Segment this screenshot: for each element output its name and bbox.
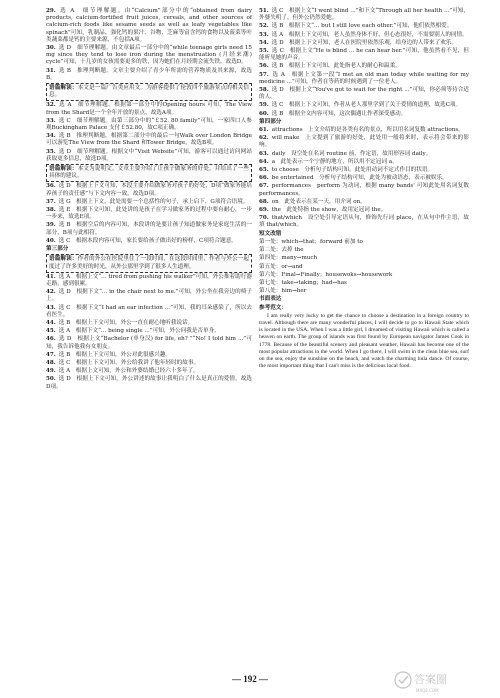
answer-item: [46, 360, 252, 367]
answer-number: 34.: [46, 133, 56, 140]
answer-number: 41.: [46, 273, 56, 280]
answer-item: [46, 274, 252, 288]
answer-text: daily 设空处在名词 routine 前，作定语，故用形容词 daily。: [271, 150, 432, 157]
answer-number: 49.: [46, 368, 56, 375]
answer-number: 59.: [259, 102, 269, 109]
answer-text: 选 C 根据上文“I went blind ...”和下文“Through all her health ...”可知，外婆失明了，但外公仍然爱她。: [259, 8, 469, 22]
answer-text: 选 D 根据上下文可知，老人在医院里依然乐观，给身边的人带来了欢乐。: [271, 39, 457, 46]
answer-text: 选 B 根据上下文可知，外公对此很感兴趣。: [58, 351, 171, 358]
page-number: — 192 —: [232, 674, 268, 684]
answer-text: 选 A 细节理解题。由“Calcium”部分中的“obtained from dairy products, calcium-fortified fruit juices, cereals, and other sources of calcium-rich foods like sesame seeds as well as leafy vegetables like spinach”可知，乳制品、强化钙的果汁、谷物、芝麻等富含钙的食物以及菠菜等叶类蔬菜都是钙的主要来源，不包括A项。: [46, 8, 252, 43]
answer-item: [46, 102, 252, 116]
answer-text: 选 B 根据下文“... but I still love each other.”可知，他们依然相爱。: [271, 23, 453, 30]
answer-number: 52.: [259, 23, 269, 30]
answer-item: [46, 149, 252, 163]
answer-number: 51.: [259, 8, 269, 14]
answer-item: [46, 222, 252, 236]
answer-number: 29.: [46, 8, 56, 14]
watermark-logo: [394, 668, 480, 694]
answer-item: [46, 352, 252, 359]
answer-number: 44.: [46, 319, 56, 326]
answer-item: [259, 167, 469, 174]
subsection-heading: 书面表达: [259, 296, 282, 303]
answer-text: 选 G 根据上下文，此处需要一个总括性的句子，承上启下，G项符合语境。: [58, 198, 249, 205]
answer-number: 55.: [259, 48, 269, 55]
answer-text: to choose 分析句子结构可知，此处用动词不定式作目的状语。: [271, 167, 434, 174]
answer-text: the 此处特指 the show，故用定冠词 the。: [271, 207, 387, 214]
answer-text: attractions 上文介绍的是各类有名的景点，所以用名词复数 attractions。: [271, 127, 464, 134]
answer-item: [46, 320, 252, 327]
passage-summary-box: [46, 164, 252, 182]
left-column: [46, 8, 252, 392]
answer-item: [259, 215, 469, 229]
answer-text: 选 B 根据上下文可知，外公一直在耐心地听我说话。: [58, 319, 194, 326]
answer-number: 61.: [259, 127, 269, 134]
answer-text: 选 D 根据下文“... in the chair next to me.”可知，外公坐在我旁边的椅子上。: [46, 289, 252, 303]
answer-number: 56.: [259, 63, 269, 70]
answer-item: [259, 72, 469, 86]
passage-summary-tag: 语篇解读：: [49, 85, 78, 92]
answer-item: [46, 336, 252, 350]
answer-number: 62.: [259, 135, 269, 142]
answer-text: 选 D 细节理解题。根据文中“Visit Website”可知，游客可以通过访问网站获取更多信息，故选D项。: [46, 148, 252, 162]
answer-number: 40.: [46, 237, 56, 244]
answer-item: [46, 45, 252, 67]
passage-summary-box: [46, 83, 252, 101]
answer-number: 69.: [259, 207, 269, 214]
answer-number: 30.: [46, 45, 56, 52]
answer-item: [259, 135, 469, 149]
correction-line: 第七处：take→taking；had→has: [259, 279, 347, 286]
answer-text: 选 E 根据下文可知，此处讲的是孩子在学习做家务的过程中要有耐心，一步一步来，故选E项。: [46, 207, 252, 221]
answer-item: [259, 151, 469, 158]
answer-number: 58.: [259, 87, 269, 94]
answer-item: [46, 328, 252, 335]
answer-item: [259, 183, 469, 197]
answer-item: [46, 289, 252, 303]
answer-item: [46, 368, 252, 375]
answer-number: 32.: [46, 102, 56, 109]
answer-text: 选 D 根据上文“You've got to wait for the right ...”可知，你必须等待合适的人。: [259, 87, 469, 101]
answer-text: 选 A 根据下文“... being single ...”可知，外公问我是否单身。: [58, 328, 220, 335]
passage-summary-text: 本文是一篇广告类应用文。为游客提供了伦敦四个旅游景点的相关信息。: [49, 85, 249, 99]
watermark-logo-text: 答案圈: [414, 673, 447, 686]
answer-number: 38.: [46, 207, 56, 214]
answer-item: [259, 127, 469, 134]
answer-text: 选 D 细节理解题。由文章最后一部分中的“while teenage girls need 15 mg since they tend to lose iron during the menstruation (月经来潮) cycle”可知，十几岁的女孩需要更多的铁，因为她们在月经期会流失铁。故选D。: [46, 45, 252, 66]
answer-text: will make 上文提到了旅游的好处，此处用一般将来时，表示将会带来的影响。: [259, 135, 469, 149]
answer-text: on 此处表示在某一天，用介词 on。: [271, 198, 366, 205]
answer-item: [259, 102, 469, 109]
passage-summary-tag: 语篇解读：: [49, 256, 78, 263]
passage-summary-text: 本文为说明文。文章主要介绍了让孩子做家务的好处，并给出了一些具体的建议。: [49, 166, 249, 180]
answer-item: [46, 8, 252, 44]
correction-line: 第二处：去掉 the: [259, 247, 304, 254]
answer-number: 70.: [259, 215, 269, 222]
answer-number: 39.: [46, 222, 56, 229]
section-heading: 第三部分: [46, 246, 69, 253]
answer-number: 68.: [259, 198, 269, 205]
answer-text: 选 A 根据上文第一段“I met an old man today while waiting for my medicine ...”可知，作者在等药的时候遇到了一位老人。: [259, 71, 469, 85]
answer-text: a 此处表示一个宁静的地方，所以用不定冠词 a。: [271, 158, 398, 165]
right-column: [259, 8, 469, 371]
answer-number: 31.: [46, 67, 56, 74]
answer-number: 42.: [46, 289, 56, 296]
answer-item: [46, 207, 252, 221]
correction-line: 第六处：Final→Finally；housewoks→housework: [259, 271, 393, 278]
answer-number: 50.: [46, 376, 56, 383]
answer-text: 选 D 根据上下文可知，本段主要介绍做家务对孩子的好处，D项“做家务能培养孩子的责任感”与下文内容一致，故选D项。: [46, 183, 252, 197]
answer-number: 36.: [46, 183, 56, 190]
answer-text: 选 D 根据上下文可知，外公讲述的故事让我明白了什么是真正的爱情，故选D项。: [46, 376, 252, 390]
answer-number: 43.: [46, 304, 56, 311]
correction-line: 第四处：many→much: [259, 255, 318, 262]
answer-number: 66.: [259, 175, 269, 182]
watermark-url: MXQE.COM: [416, 688, 439, 693]
correction-line: 第八处：him→her: [259, 288, 307, 295]
answer-item: [259, 40, 469, 47]
answer-item: [46, 68, 252, 82]
answer-text: 选 A 根据上文可知，外公和外婆结婚已经六十多年了。: [58, 368, 199, 375]
answer-number: 35.: [46, 148, 56, 155]
answer-item: [259, 23, 469, 30]
subsection-heading: 参考范文：: [259, 304, 287, 311]
answer-item: [46, 183, 252, 197]
answer-item: [46, 199, 252, 206]
answer-text: 选 C 根据上文“He is blind ... he can hear her.”可知，他虽然看不见，但能听见她的声音。: [259, 48, 469, 62]
answer-item: [46, 376, 252, 390]
answer-text: 选 C 根据上下文可知，外公给我讲了他年轻时的故事。: [58, 359, 200, 366]
answer-text: 选 C 细节理解题。由第三部分中的“￡52. 80 family”可知，一家四口人参观Buckingham Palace 支付￡52.80，故C项正确。: [46, 117, 252, 132]
subsection-heading: 短文改错: [259, 230, 282, 237]
answer-number: 33.: [46, 117, 56, 124]
answer-text: 选 B 根据空后的内容可知，本段讲的是要让孩子知道做家务是家庭生活的一部分，B项与此相符。: [46, 222, 252, 236]
answer-number: 47.: [46, 351, 56, 358]
answer-text: 选 D 根据上文“Bachelor (单身汉) for life, eh? ”“No! I told him ...”可知，我告诉他我有女朋友。: [46, 336, 252, 350]
answer-text: 选 A 细节理解题。根据第一部分中的Opening hours 可知，The View from the Shard是一个全年开放的景点，故选A项。: [46, 102, 252, 116]
correction-line: 第一处：which→that；forward 前加 to: [259, 238, 363, 245]
passage-summary-text: 作者的外公在医院里住了一段时间，在这段时间里，作者与外公一起度过了许多美好的时光，从外公那里学到了很多人生道理。: [49, 256, 249, 270]
passage-summary-tag: 语篇解读：: [49, 166, 78, 173]
answer-text: 选 C 根据下文“I had an ear infection ...”可知，我的耳朵感染了，所以去看医生。: [46, 304, 252, 318]
answer-text: 选 B 推理判断题。根据第二部分中的最后一句Walk over London Bridge 可以游览The View from the Shard 和Tower Bridge，故选B项。: [46, 133, 252, 147]
answer-item: [46, 118, 252, 132]
passage-summary-box: [46, 254, 252, 272]
answer-number: 37.: [46, 198, 56, 205]
answer-number: 63.: [259, 150, 269, 157]
answer-item: [259, 175, 469, 182]
answer-text: be entertained 分析句子结构可知，此处为被动语态，表示被娱乐。: [271, 175, 448, 182]
answer-number: 57.: [259, 71, 269, 78]
answer-item: [46, 238, 252, 245]
answer-text: 选 C 根据本段内容可知，家长要给孩子做出好的榜样，C项符合题意。: [58, 237, 237, 244]
answer-number: 64.: [259, 158, 269, 165]
correction-line: 第五处：or→and: [259, 263, 303, 270]
answer-item: [46, 305, 252, 319]
answer-item: [259, 48, 469, 62]
answer-item: [259, 32, 469, 39]
answer-number: 45.: [46, 328, 56, 335]
model-essay: I am really very lucky to get the chance to choose a destination in a foreign country to travel. Although there are many wonderful places, I will decide to go to Hawaii State which is located in the USA. When I was a little girl, I dreamed of visiting Hawaii which is called a heaven on earth. The group of islands was first found by European navigator James Cook in 1778. Because of the beautiful scenery and pleasant weather, Hawaii has become one of the most popular attractions in the world. When I go there, I will swim in the clean blue sea, surf on the sea, enjoy the sunshine on the beach, and watch the charming hula dance. Of course, the most important thing that I can't miss is the delicious local food.: [259, 312, 469, 370]
answer-text: 选 A 根据上下文可知，老人虽然身体不好，但心态很好，不需要别人的同情。: [271, 31, 468, 38]
answer-item: [259, 199, 469, 206]
answer-text: 选 B 根据上下文可知，此处指老人的耐心和温柔。: [271, 63, 401, 70]
answer-number: 46.: [46, 336, 56, 343]
answer-item: [259, 207, 469, 214]
answer-text: 选 C 根据上下文可知，作者从老人那里学到了关于爱情的道理，故选C项。: [271, 102, 462, 109]
answer-text: that/which 设空处引导定语从句，修饰先行词 place，在从句中作主语，故填 that/which。: [259, 215, 469, 229]
answer-number: 67.: [259, 183, 269, 190]
answer-text: 选 B 推理判断题。文章主要介绍了青少年所需的营养物质及其来源，故选B。: [46, 67, 252, 81]
answer-item: [259, 63, 469, 70]
answer-item: [46, 133, 252, 147]
answer-text: 选 B 根据全文内容可知，这次偶遇让作者深受感动。: [271, 110, 407, 117]
answer-item: [259, 111, 469, 118]
answer-item: [259, 87, 469, 101]
answer-text: performances perform 为动词，根据 many bands' 可知此处用名词复数 performances。: [259, 183, 469, 197]
answer-number: 65.: [259, 167, 269, 174]
watermark-logo-graphic: [394, 668, 480, 694]
answer-number: 53.: [259, 31, 269, 38]
answer-item: [259, 159, 469, 166]
answer-number: 48.: [46, 359, 56, 366]
section-heading: 第四部分: [259, 118, 282, 125]
answer-number: 60.: [259, 110, 269, 117]
answer-text: 选 A 根据上文“... tired from pushing his walker”可知，外公推着助行器走路，感到很累。: [46, 273, 252, 287]
answer-item: [259, 8, 469, 22]
answer-number: 54.: [259, 39, 269, 46]
